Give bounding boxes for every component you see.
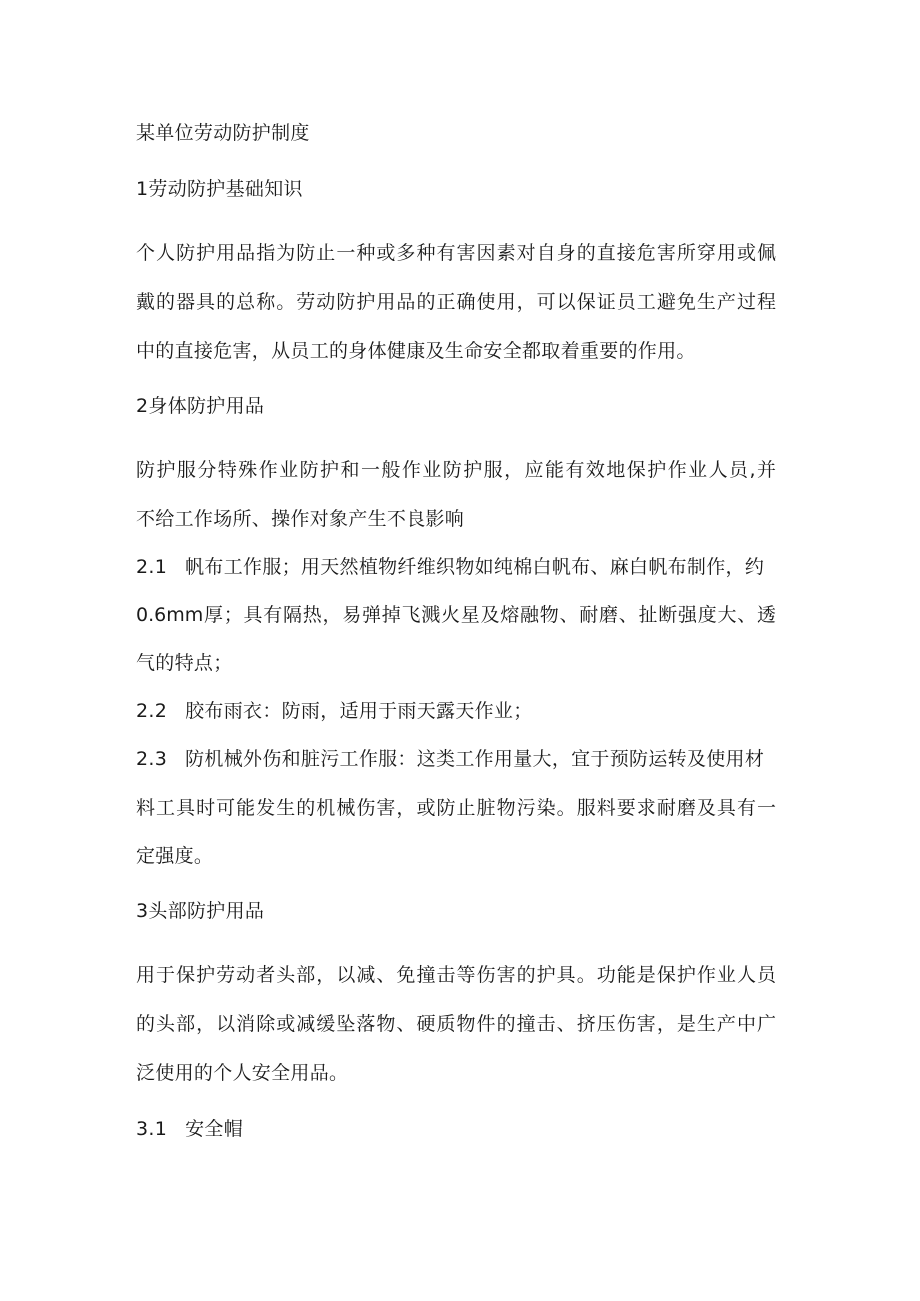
section-2-paragraph-line: 不给工作场所、操作对象产生不良影响 (136, 508, 465, 530)
item-2-2-number: 2.2 (136, 700, 168, 722)
item-2-1-number: 2.1 (136, 556, 168, 578)
item-2-1-line: 气的特点； (136, 652, 233, 674)
section-1-heading: 1劳动防护基础知识 (136, 178, 303, 200)
item-2-1-first-line (136, 554, 764, 580)
section-3-paragraph-line: 泛使用的个人安全用品。 (136, 1062, 349, 1084)
item-2-3-first-line (136, 746, 764, 772)
section-3-paragraph-line: 的头部，以消除或减缓坠落物、硬质物件的撞击、挤压伤害，是生产中广 (136, 1013, 776, 1035)
section-2-heading: 2身体防护用品 (136, 395, 265, 417)
section-1-paragraph-line: 中的直接危害，从员工的身体健康及生命安全都取着重要的作用。 (136, 340, 696, 362)
item-3-1 (136, 1116, 243, 1142)
item-2-2 (136, 698, 533, 724)
section-2-paragraph-line: 防护服分特殊作业防护和一般作业防护服，应能有效地保护作业人员,并 (136, 459, 776, 481)
item-2-1-text: 帆布工作服；用天然植物纤维织物如纯棉白帆布、麻白帆布制作，约 (185, 556, 765, 578)
document-title: 某单位劳动防护制度 (136, 122, 310, 144)
item-2-1-line: 0.6mm厚；具有隔热，易弹掉飞溅火星及熔融物、耐磨、扯断强度大、透 (136, 604, 776, 626)
item-2-3-line: 料工具时可能发生的机械伤害，或防止脏物污染。服料要求耐磨及具有一 (136, 797, 776, 819)
section-3-paragraph-line: 用于保护劳动者头部，以减、免撞击等伤害的护具。功能是保护作业人员 (136, 964, 776, 986)
item-3-1-number: 3.1 (136, 1118, 168, 1140)
section-3-heading: 3头部防护用品 (136, 900, 265, 922)
section-1-paragraph-line: 个人防护用品指为防止一种或多种有害因素对自身的直接危害所穿用或佩 (136, 242, 776, 264)
item-2-3-number: 2.3 (136, 748, 168, 770)
item-2-2-text: 胶布雨衣：防雨，适用于雨天露天作业； (185, 700, 533, 722)
item-3-1-text: 安全帽 (185, 1118, 244, 1140)
item-2-3-text: 防机械外伤和脏污工作服：这类工作用量大，宜于预防运转及使用材 (185, 748, 765, 770)
item-2-3-line: 定强度。 (136, 845, 214, 867)
section-1-paragraph-line: 戴的器具的总称。劳动防护用品的正确使用，可以保证员工避免生产过程 (136, 291, 776, 313)
